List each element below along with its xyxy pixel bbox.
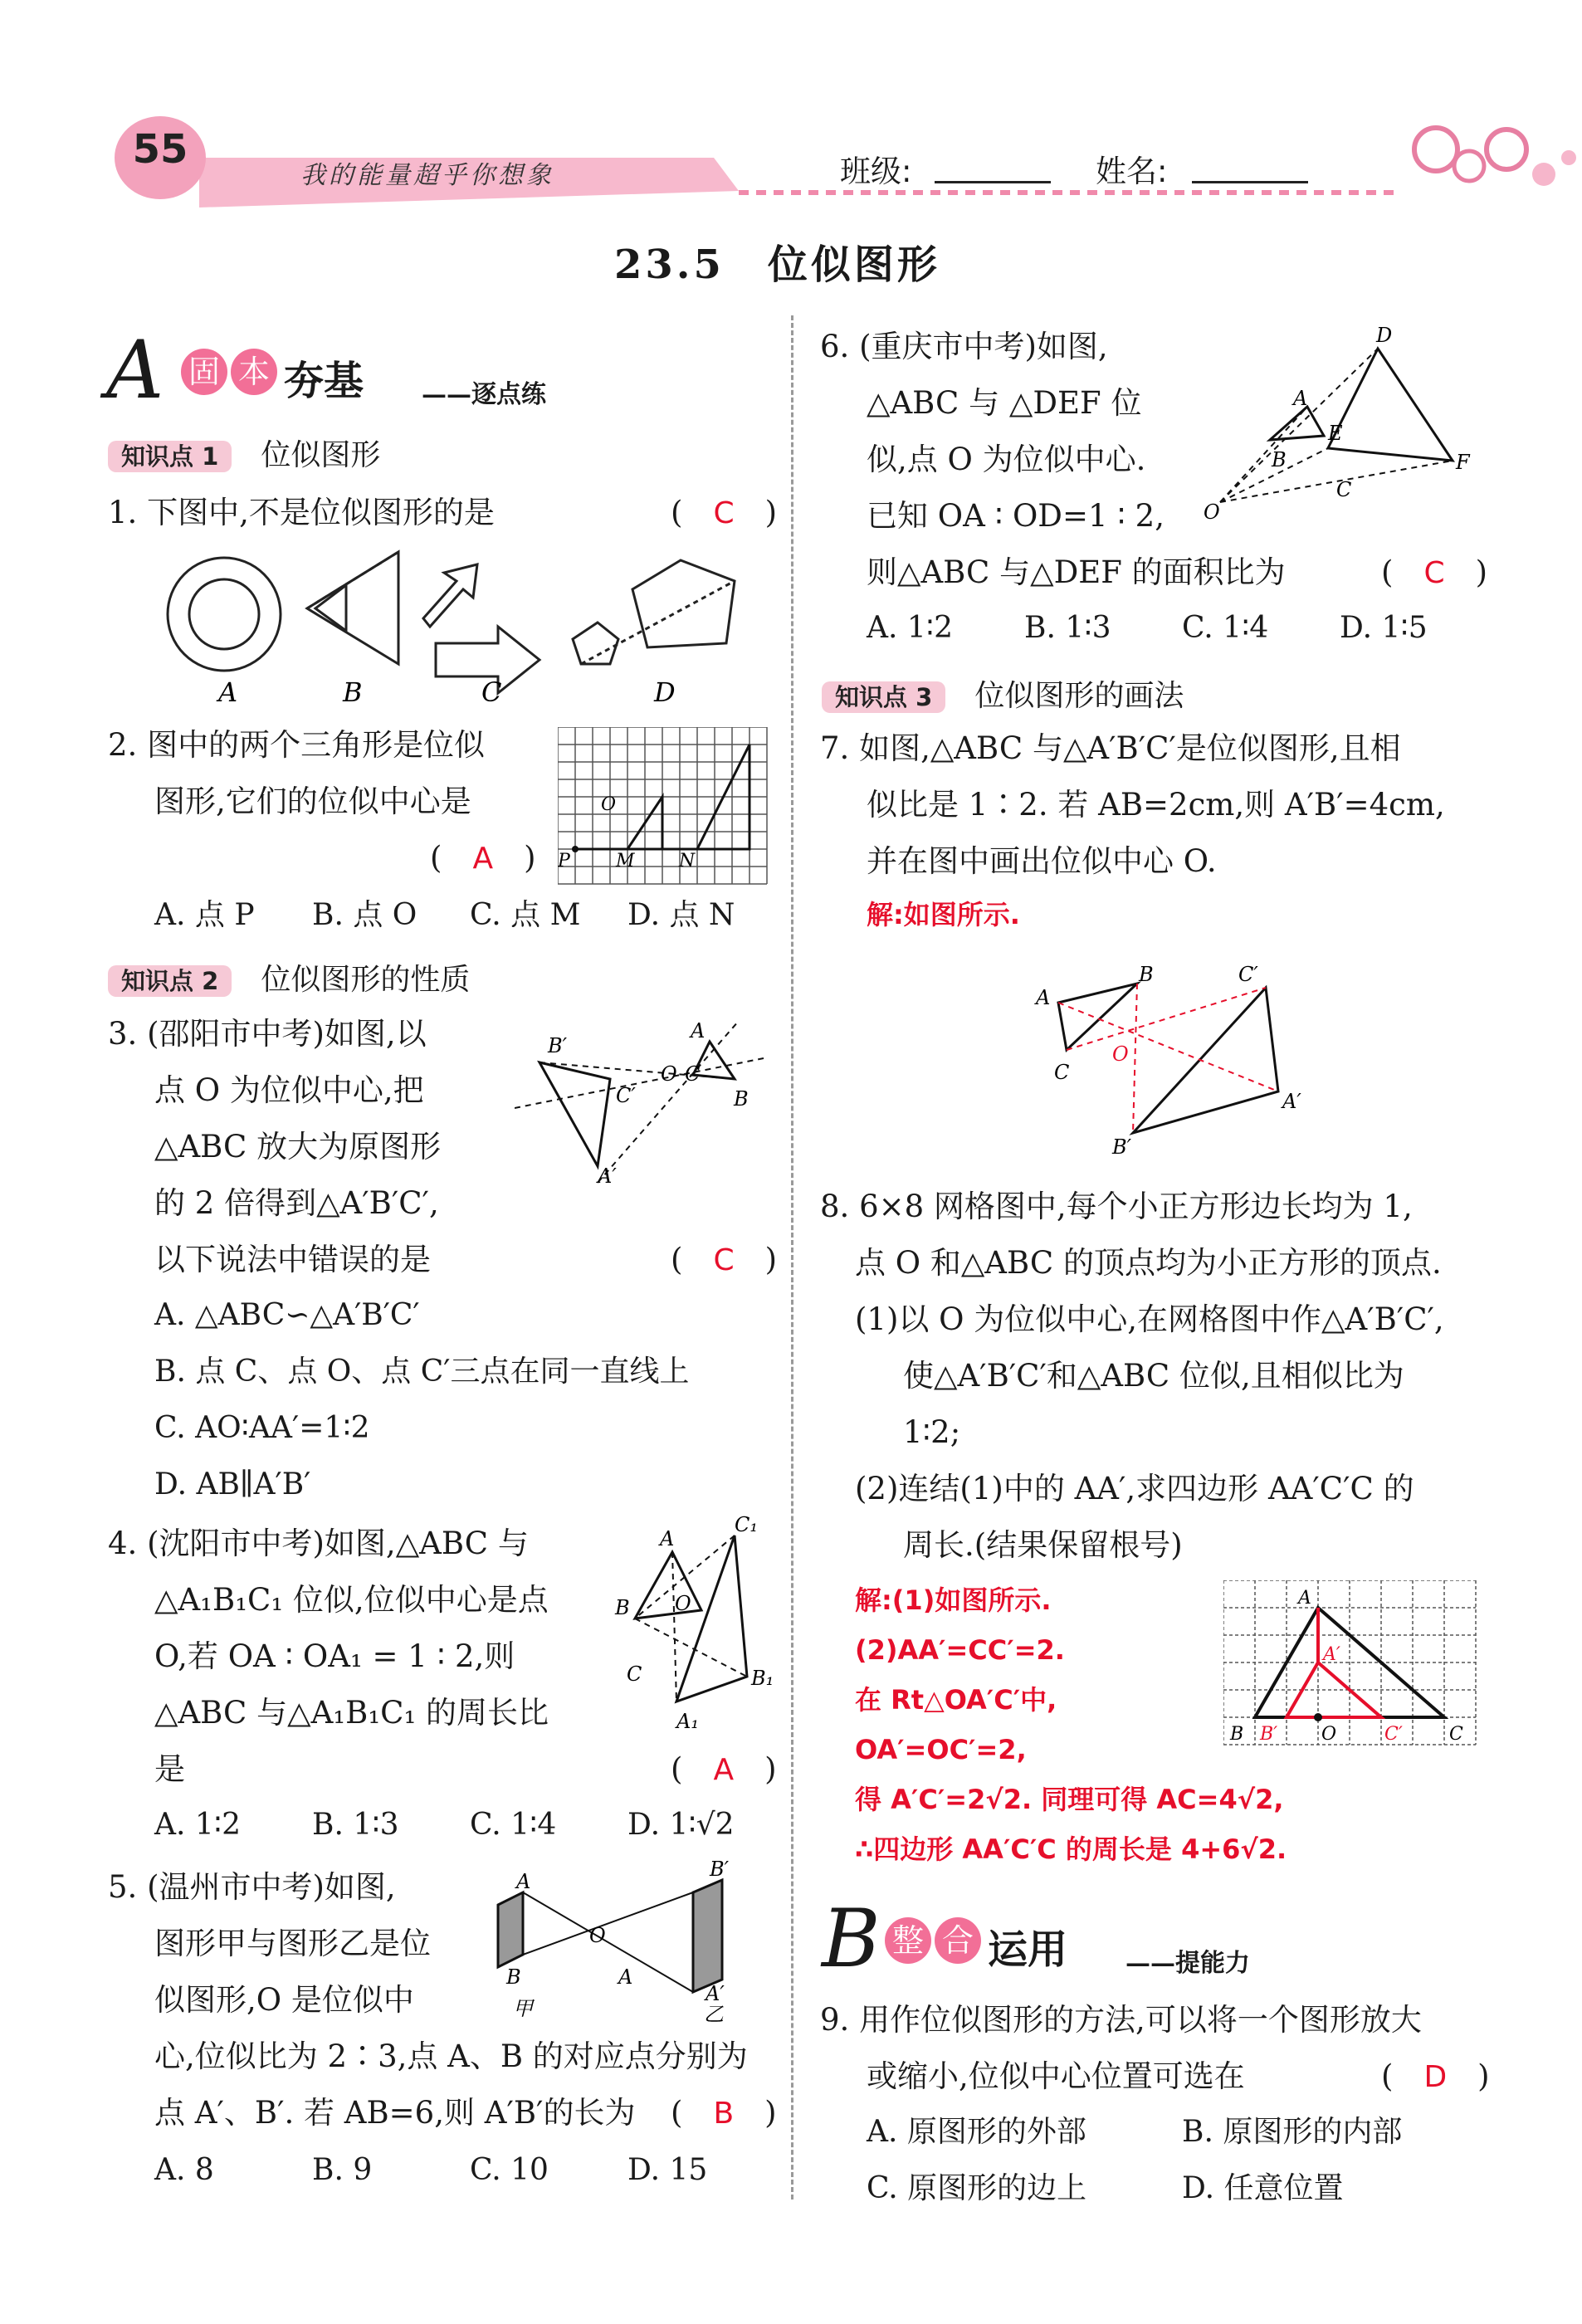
q1-stem: 1. 下图中,不是位似图形的是: [108, 495, 495, 530]
svg-text:B′: B′: [548, 1034, 568, 1057]
name-label: 姓名:: [1096, 154, 1168, 189]
q4-line-1: 4. (沈阳市中考)如图,△ABC 与: [108, 1526, 529, 1561]
section-a-char-2: 本: [231, 349, 277, 395]
svg-text:O: O: [661, 1062, 677, 1086]
kp3-title: 位似图形的画法: [974, 679, 1184, 713]
svg-text:A: A: [691, 1019, 706, 1042]
svg-text:A′: A′: [598, 1164, 617, 1188]
q2-answer-box: ( A ): [430, 840, 536, 876]
q3-answer-box: ( C ): [671, 1242, 778, 1277]
q8-line-3: (1)以 O 为位似中心,在网格图中作△A′B′C′,: [855, 1301, 1444, 1337]
q4-line-5: 是: [154, 1751, 185, 1787]
q8-line-5: 1∶2;: [903, 1414, 961, 1450]
svg-text:A: A: [660, 1527, 675, 1550]
q1-label-d: D: [654, 676, 676, 708]
class-blank[interactable]: [935, 181, 1051, 183]
section-b-letter: B: [822, 1892, 881, 1985]
kp3-tag: 知识点 3: [822, 681, 945, 713]
figure-a-rings: [168, 558, 281, 671]
q4-option-b: B. 1∶3: [312, 1808, 399, 1842]
q6-option-b: B. 1∶3: [1024, 611, 1111, 645]
name-blank[interactable]: [1192, 181, 1308, 183]
q4-option-d: D. 1∶√2: [627, 1808, 735, 1842]
svg-text:C′: C′: [616, 1084, 636, 1107]
q8-grid-figure: [1223, 1580, 1481, 1771]
svg-text:C′: C′: [1384, 1724, 1403, 1745]
section-b-char-2: 合: [935, 1917, 981, 1964]
q3-line-5: 以下说法中错误的是: [154, 1242, 431, 1277]
q2-grid-figure: [558, 727, 774, 893]
svg-text:B′: B′: [710, 1859, 730, 1881]
section-b-sub: ——提能力: [1125, 1949, 1250, 1978]
q5-line-4: 心,位似比为 2∶3,点 A、B 的对应点分别为: [154, 2038, 748, 2074]
q3-line-2: 点 O 为位似中心,把: [154, 1072, 424, 1108]
q1-label-b: B: [343, 676, 363, 708]
q7-figure: [1029, 963, 1328, 1162]
q5-option-d: D. 15: [627, 2153, 708, 2187]
q6-line-1: 6. (重庆市中考)如图,: [820, 329, 1108, 364]
svg-text:B: B: [1139, 963, 1154, 986]
svg-text:A′: A′: [1323, 1644, 1340, 1665]
header: [0, 0, 1582, 216]
q9-option-a: A. 原图形的外部: [867, 2115, 1086, 2149]
section-a-sub: ——逐点练: [422, 380, 546, 409]
q5-figure: [473, 1859, 772, 2025]
q2-answer: A: [472, 842, 494, 876]
svg-text:O: O: [1204, 500, 1220, 523]
q1-answer-box: ( C ): [671, 495, 778, 530]
q5-line-3: 似图形,O 是位似中: [154, 1982, 414, 2018]
class-label: 班级:: [840, 154, 912, 189]
svg-text:A₁: A₁: [676, 1710, 699, 1733]
svg-text:O: O: [675, 1592, 691, 1615]
section-b-heading: [822, 1892, 1336, 1985]
q3-option-a: A. △ABC∽△A′B′C′: [154, 1298, 420, 1332]
svg-text:F: F: [1456, 451, 1470, 474]
q5-line-1: 5. (温州市中考)如图,: [108, 1869, 396, 1905]
q8-solution-4: OA′=OC′=2,: [855, 1734, 1027, 1765]
q5-option-a: A. 8: [154, 2153, 214, 2187]
svg-text:B: B: [1272, 448, 1287, 471]
q5-line-2: 图形甲与图形乙是位: [154, 1926, 431, 1961]
svg-text:B: B: [506, 1965, 521, 1989]
q3-line-3: △ABC 放大为原图形: [154, 1129, 442, 1164]
q9-option-c: C. 原图形的边上: [867, 2171, 1087, 2205]
slogan: 我的能量超乎你想象: [300, 161, 554, 190]
q2-option-b: B. 点 O: [312, 898, 417, 932]
q2-option-d: D. 点 N: [627, 898, 735, 932]
svg-text:B: B: [1230, 1724, 1244, 1745]
svg-text:A: A: [1298, 1588, 1311, 1609]
q8-solution-1: 解:(1)如图所示.: [855, 1584, 1052, 1616]
svg-text:D: D: [1376, 324, 1393, 347]
section-b-char-1: 整: [885, 1917, 931, 1964]
figure-b-triangles: [307, 552, 398, 664]
q6-line-2: △ABC 与 △DEF 位: [867, 385, 1142, 421]
flower-ornament-icon: [1414, 128, 1576, 186]
q1-figures: [149, 544, 764, 710]
q4-answer: A: [713, 1753, 735, 1787]
q2-line-1: 2. 图中的两个三角形是位似: [108, 727, 486, 763]
q7-line-3: 并在图中画出位似中心 O.: [867, 843, 1217, 879]
q6-line-5: 则△ABC 与△DEF 的面积比为: [867, 554, 1286, 590]
q4-line-3: O,若 OA ∶ OA₁ = 1 ∶ 2,则: [154, 1638, 515, 1674]
page-title: 23.5 位似图形: [614, 242, 940, 288]
q1-label-a: A: [218, 676, 238, 708]
section-b-rest: 运用: [988, 1926, 1068, 1973]
q5-option-b: B. 9: [312, 2153, 373, 2187]
q4-line-4: △ABC 与△A₁B₁C₁ 的周长比: [154, 1695, 549, 1731]
q8-solution-2: (2)AA′=CC′=2.: [855, 1634, 1065, 1666]
figure-c-arrows: [423, 564, 540, 693]
q8-solution-5: 得 A′C′=2√2. 同理可得 AC=4√2,: [855, 1784, 1284, 1815]
q6-answer: C: [1423, 556, 1445, 590]
q1-label-c: C: [481, 676, 502, 708]
q8-solution-6: ∴四边形 AA′C′C 的周长是 4+6√2.: [855, 1833, 1287, 1865]
q3-option-c: C. AO∶AA′=1∶2: [154, 1411, 370, 1445]
q2-option-a: A. 点 P: [154, 898, 255, 932]
q9-answer-box: ( D ): [1381, 2058, 1490, 2094]
kp2-heading: [108, 956, 470, 998]
svg-text:C: C: [1336, 478, 1352, 501]
q8-solution-3: 在 Rt△OA′C′中,: [855, 1684, 1057, 1716]
kp1-tag: 知识点 1: [108, 441, 232, 472]
q3-line-1: 3. (邵阳市中考)如图,以: [108, 1016, 427, 1052]
q9-answer: D: [1423, 2060, 1448, 2094]
q3-answer: C: [713, 1243, 735, 1277]
q4-answer-box: ( A ): [671, 1751, 777, 1787]
q2-line-2: 图形,它们的位似中心是: [154, 784, 471, 819]
svg-text:A: A: [618, 1965, 633, 1989]
q6-line-4: 已知 OA ∶ OD=1 ∶ 2,: [867, 498, 1165, 534]
q2-point-m: M: [616, 851, 635, 872]
section-a-char-1: 固: [181, 349, 227, 395]
q4-option-c: C. 1∶4: [470, 1808, 557, 1842]
svg-text:A′: A′: [706, 1982, 725, 2005]
q6-answer-box: ( C ): [1381, 554, 1488, 590]
kp1-title: 位似图形: [261, 438, 381, 472]
q3-figure: [515, 1013, 772, 1204]
svg-text:B₁: B₁: [751, 1667, 774, 1690]
svg-text:C: C: [685, 1062, 701, 1086]
q5-label-jia: 甲: [513, 1997, 533, 2020]
svg-text:B′: B′: [1112, 1135, 1132, 1159]
q1-answer: C: [713, 496, 735, 530]
q7-line-1: 7. 如图,△ABC 与△A′B′C′是位似图形,且相: [820, 730, 1401, 766]
svg-text:A: A: [516, 1870, 531, 1893]
figure-d-pentagons: [573, 560, 735, 664]
q6-line-3: 似,点 O 为位似中心.: [867, 442, 1146, 477]
q6-option-c: C. 1∶4: [1182, 611, 1269, 645]
q4-line-2: △A₁B₁C₁ 位似,位似中心是点: [154, 1582, 549, 1618]
q6-option-d: D. 1∶5: [1340, 611, 1428, 645]
q9-option-b: B. 原图形的内部: [1182, 2115, 1403, 2149]
svg-text:O: O: [1321, 1724, 1337, 1745]
svg-text:B′: B′: [1260, 1724, 1278, 1745]
q8-line-4: 使△A′B′C′和△ABC 位似,且相似比为: [903, 1358, 1404, 1394]
q8-line-6: (2)连结(1)中的 AA′,求四边形 AA′C′C 的: [855, 1471, 1414, 1506]
svg-text:B: B: [734, 1087, 749, 1111]
q4-figure: [610, 1511, 776, 1743]
q6-option-a: A. 1∶2: [867, 611, 954, 645]
kp2-title: 位似图形的性质: [261, 963, 471, 997]
q9-line-2: 或缩小,位似中心位置可选在: [867, 2058, 1245, 2094]
q2-point-n: N: [679, 851, 696, 872]
kp1-heading: [108, 432, 380, 474]
section-a-rest: 夯基: [284, 358, 364, 404]
svg-text:A: A: [1293, 387, 1308, 410]
svg-text:B: B: [615, 1596, 630, 1619]
svg-text:A: A: [1036, 986, 1051, 1009]
column-divider: [791, 315, 793, 2200]
svg-text:C₁: C₁: [735, 1513, 758, 1536]
svg-text:C′: C′: [1238, 963, 1258, 986]
svg-text:O: O: [1112, 1042, 1129, 1066]
q6-figure: [1204, 324, 1486, 523]
svg-text:O: O: [589, 1924, 606, 1947]
q3-option-b: B. 点 C、点 O、点 C′三点在同一直线上: [154, 1355, 690, 1389]
q2-option-c: C. 点 M: [470, 898, 581, 932]
q5-label-yi: 乙: [704, 2003, 724, 2025]
q7-solution: 解:如图所示.: [867, 899, 1020, 930]
svg-text:C: C: [1449, 1724, 1463, 1745]
q7-line-2: 似比是 1∶2. 若 AB=2cm,则 A′B′=4cm,: [867, 787, 1445, 823]
svg-text:C: C: [627, 1662, 642, 1686]
q8-line-1: 8. 6×8 网格图中,每个小正方形边长均为 1,: [820, 1189, 1413, 1224]
q5-answer-box: ( B ): [671, 2095, 777, 2131]
svg-text:E: E: [1328, 422, 1343, 445]
kp2-tag: 知识点 2: [108, 965, 232, 997]
section-a-letter: A: [106, 324, 164, 417]
q9-line-1: 9. 用作位似图形的方法,可以将一个图形放大: [820, 2002, 1422, 2038]
q9-option-d: D. 任意位置: [1182, 2171, 1344, 2205]
q4-option-a: A. 1∶2: [154, 1808, 242, 1842]
page-number: 55: [132, 126, 188, 173]
kp3-heading: [822, 672, 1184, 715]
svg-text:C: C: [1054, 1061, 1070, 1084]
q8-line-7: 周长.(结果保留根号): [903, 1527, 1183, 1563]
q8-line-2: 点 O 和△ABC 的顶点均为小正方形的顶点.: [855, 1245, 1442, 1281]
q5-line-5: 点 A′、B′. 若 AB=6,则 A′B′的长为: [154, 2095, 636, 2131]
svg-text:A′: A′: [1282, 1090, 1301, 1113]
q3-option-d: D. AB∥A′B′: [154, 1467, 311, 1501]
q2-point-o: O: [601, 794, 617, 815]
q5-answer: B: [713, 2097, 735, 2131]
q3-line-4: 的 2 倍得到△A′B′C′,: [154, 1185, 439, 1221]
q2-point-p: P: [558, 851, 570, 872]
section-a-heading: [106, 324, 621, 417]
q5-option-c: C. 10: [470, 2153, 549, 2187]
